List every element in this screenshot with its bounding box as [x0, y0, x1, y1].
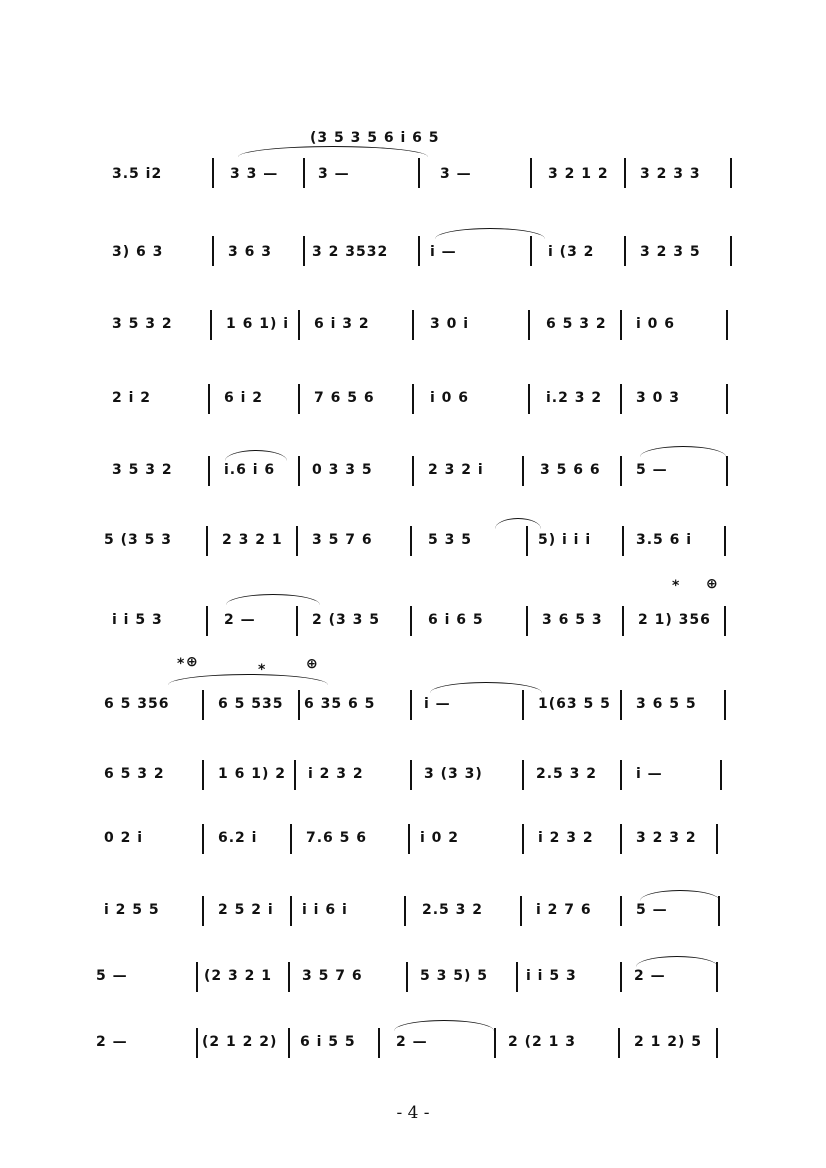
- slur: [640, 446, 726, 457]
- bar-line: [212, 158, 214, 188]
- bar-line: [294, 760, 296, 790]
- measure: 3 5 7 6: [302, 968, 363, 984]
- measure: 6 5 535: [218, 696, 284, 712]
- bar-line: [494, 1028, 496, 1058]
- asterisk-mark: *: [177, 656, 186, 672]
- score-line-13: [0, 1026, 826, 1086]
- measure: 5) i i i: [538, 532, 592, 548]
- measure: 3 0 3: [636, 390, 680, 406]
- measure: 7 6 5 6: [314, 390, 375, 406]
- measure: 1 6 1) i: [226, 316, 290, 332]
- measure: 5 (3 5 3: [104, 532, 172, 548]
- bar-line: [730, 236, 732, 266]
- bar-line: [212, 236, 214, 266]
- score-line-12: [0, 960, 826, 1020]
- score-line-9: [0, 760, 826, 820]
- measure: 3 6 3: [228, 244, 272, 260]
- measure: 7.6 5 6: [306, 830, 368, 846]
- measure: i i 5 3: [526, 968, 577, 984]
- measure: 3 2 3532: [312, 244, 389, 260]
- bar-line: [418, 236, 420, 266]
- slur: [225, 450, 287, 461]
- measure: i 2 5 5: [104, 902, 160, 918]
- measure: 3 5 3 2: [112, 462, 173, 478]
- measure: 2 3 2 i: [428, 462, 484, 478]
- slur: [430, 682, 542, 693]
- measure: 6 5 356: [104, 696, 170, 712]
- bar-line: [724, 526, 726, 556]
- measure: 3 6 5 5: [636, 696, 697, 712]
- bar-line: [726, 384, 728, 414]
- measure: i.2 3 2: [546, 390, 603, 406]
- bar-line: [404, 896, 406, 926]
- bar-line: [622, 526, 624, 556]
- bar-line: [303, 158, 305, 188]
- bar-line: [526, 526, 528, 556]
- measure: 3 5 7 6: [312, 532, 373, 548]
- score-line-2: [0, 236, 826, 296]
- measure: i 2 7 6: [536, 902, 592, 918]
- measure: 2 3 2 1: [222, 532, 283, 548]
- measure: 6 5 3 2: [104, 766, 165, 782]
- measure: 6.2 i: [218, 830, 258, 846]
- measure: (2 1 2 2): [202, 1034, 278, 1050]
- slur: [640, 890, 720, 901]
- bar-line: [624, 236, 626, 266]
- bar-line: [716, 1028, 718, 1058]
- measure: 2.5 3 2: [536, 766, 598, 782]
- bar-line: [290, 824, 292, 854]
- measure: 2 —: [634, 968, 666, 984]
- measure: i 0 6: [430, 390, 470, 406]
- bar-line: [210, 310, 212, 340]
- measure: 2 5 2 i: [218, 902, 274, 918]
- slur: [226, 594, 320, 605]
- bar-line: [528, 310, 530, 340]
- bar-line: [622, 606, 624, 636]
- measure: 6 35 6 5: [304, 696, 376, 712]
- bar-line: [620, 690, 622, 720]
- measure: 2 —: [224, 612, 256, 628]
- bar-line: [620, 760, 622, 790]
- bar-line: [196, 962, 198, 992]
- bar-line: [378, 1028, 380, 1058]
- measure: i 2 3 2: [538, 830, 594, 846]
- bar-line: [206, 526, 208, 556]
- bar-line: [726, 456, 728, 486]
- score-line-7: [0, 606, 826, 666]
- bar-line: [620, 310, 622, 340]
- measure: i.6 i 6: [224, 462, 276, 478]
- bar-line: [296, 606, 298, 636]
- measure: 5 —: [636, 902, 668, 918]
- bar-line: [206, 606, 208, 636]
- bar-line: [202, 760, 204, 790]
- coda-icon: ⊕: [306, 656, 319, 672]
- coda-icon: ⊕: [186, 654, 199, 670]
- measure: 3.5 i2: [112, 166, 163, 182]
- measure: 2.5 3 2: [422, 902, 484, 918]
- bar-line: [418, 158, 420, 188]
- bar-line: [526, 606, 528, 636]
- bar-line: [528, 384, 530, 414]
- bar-line: [208, 456, 210, 486]
- measure: i (3 2: [548, 244, 595, 260]
- measure: 5 3 5) 5: [420, 968, 488, 984]
- measure: 0 3 3 5: [312, 462, 373, 478]
- measure: 1 6 1) 2: [218, 766, 286, 782]
- bar-line: [303, 236, 305, 266]
- slur: [495, 518, 541, 529]
- measure: 1(63 5 5: [538, 696, 611, 712]
- bar-line: [202, 690, 204, 720]
- measure: 6 i 5 5: [300, 1034, 356, 1050]
- measure: 3 —: [318, 166, 350, 182]
- measure: 6 i 3 2: [314, 316, 370, 332]
- measure: 5 —: [96, 968, 128, 984]
- bar-line: [522, 456, 524, 486]
- measure: i 0 6: [636, 316, 676, 332]
- measure: i i 5 3: [112, 612, 163, 628]
- measure: 2 —: [96, 1034, 128, 1050]
- measure: 5 3 5: [428, 532, 472, 548]
- bar-line: [530, 158, 532, 188]
- bar-line: [724, 606, 726, 636]
- score-line-1: [0, 152, 826, 212]
- measure: 2 1 2) 5: [634, 1034, 702, 1050]
- bar-line: [412, 456, 414, 486]
- bar-line: [298, 310, 300, 340]
- score-line-5: [0, 456, 826, 516]
- bar-line: [410, 690, 412, 720]
- slur: [238, 146, 428, 157]
- measure: i —: [430, 244, 457, 260]
- bar-line: [196, 1028, 198, 1058]
- measure: 3 5 3 2: [112, 316, 173, 332]
- measure: 3 2 3 3: [640, 166, 701, 182]
- measure: 3 2 1 2: [548, 166, 609, 182]
- measure: 2 1) 356: [638, 612, 711, 628]
- measure: 6 i 6 5: [428, 612, 484, 628]
- measure: 2 i 2: [112, 390, 152, 406]
- measure: 3 —: [440, 166, 472, 182]
- bar-line: [720, 760, 722, 790]
- bar-line: [202, 824, 204, 854]
- intro-notes: (3 5 3 5 6 i 6 5: [310, 130, 440, 146]
- slur: [636, 956, 718, 967]
- score-line-10: [0, 822, 826, 882]
- measure: 2 (2 1 3: [508, 1034, 576, 1050]
- score-line-8: [0, 690, 826, 750]
- measure: 6 5 3 2: [546, 316, 607, 332]
- bar-line: [620, 962, 622, 992]
- bar-line: [520, 896, 522, 926]
- bar-line: [412, 310, 414, 340]
- bar-line: [298, 384, 300, 414]
- slur: [394, 1020, 494, 1031]
- bar-line: [530, 236, 532, 266]
- measure: 3 2 3 2: [636, 830, 697, 846]
- measure: 3 (3 3): [424, 766, 483, 782]
- bar-line: [406, 962, 408, 992]
- measure: 3.5 6 i: [636, 532, 693, 548]
- measure: i i 6 i: [302, 902, 348, 918]
- asterisk-mark: *: [672, 578, 681, 594]
- bar-line: [290, 896, 292, 926]
- measure: 5 —: [636, 462, 668, 478]
- measure: 3 5 6 6: [540, 462, 601, 478]
- measure: 2 —: [396, 1034, 428, 1050]
- bar-line: [522, 824, 524, 854]
- bar-line: [296, 526, 298, 556]
- score-line-4: [0, 386, 826, 446]
- measure: 2 (3 3 5: [312, 612, 380, 628]
- bar-line: [408, 824, 410, 854]
- bar-line: [202, 896, 204, 926]
- bar-line: [522, 690, 524, 720]
- bar-line: [620, 456, 622, 486]
- measure: 3 3 —: [230, 166, 279, 182]
- bar-line: [624, 158, 626, 188]
- score-line-6: [0, 526, 826, 586]
- bar-line: [522, 760, 524, 790]
- bar-line: [288, 1028, 290, 1058]
- bar-line: [288, 962, 290, 992]
- bar-line: [410, 606, 412, 636]
- measure: 3 0 i: [430, 316, 470, 332]
- bar-line: [620, 896, 622, 926]
- score-line-11: [0, 896, 826, 956]
- measure: i —: [424, 696, 451, 712]
- measure: 3 6 5 3: [542, 612, 603, 628]
- coda-icon: ⊕: [706, 576, 719, 592]
- bar-line: [412, 384, 414, 414]
- bar-line: [620, 384, 622, 414]
- bar-line: [724, 690, 726, 720]
- measure: 6 i 2: [224, 390, 264, 406]
- bar-line: [208, 384, 210, 414]
- bar-line: [298, 690, 300, 720]
- bar-line: [410, 760, 412, 790]
- bar-line: [298, 456, 300, 486]
- bar-line: [410, 526, 412, 556]
- measure: i 2 3 2: [308, 766, 364, 782]
- bar-line: [516, 962, 518, 992]
- measure: i —: [636, 766, 663, 782]
- bar-line: [620, 824, 622, 854]
- bar-line: [618, 1028, 620, 1058]
- measure: 3 2 3 5: [640, 244, 701, 260]
- page-number: - 4 -: [396, 1103, 430, 1123]
- asterisk-mark: *: [258, 662, 267, 678]
- measure: 3) 6 3: [112, 244, 164, 260]
- bar-line: [726, 310, 728, 340]
- measure: (2 3 2 1: [204, 968, 272, 984]
- score-line-3: [0, 312, 826, 372]
- slur: [168, 674, 328, 685]
- measure: i 0 2: [420, 830, 460, 846]
- bar-line: [730, 158, 732, 188]
- bar-line: [716, 824, 718, 854]
- measure: 0 2 i: [104, 830, 144, 846]
- slur: [435, 228, 545, 239]
